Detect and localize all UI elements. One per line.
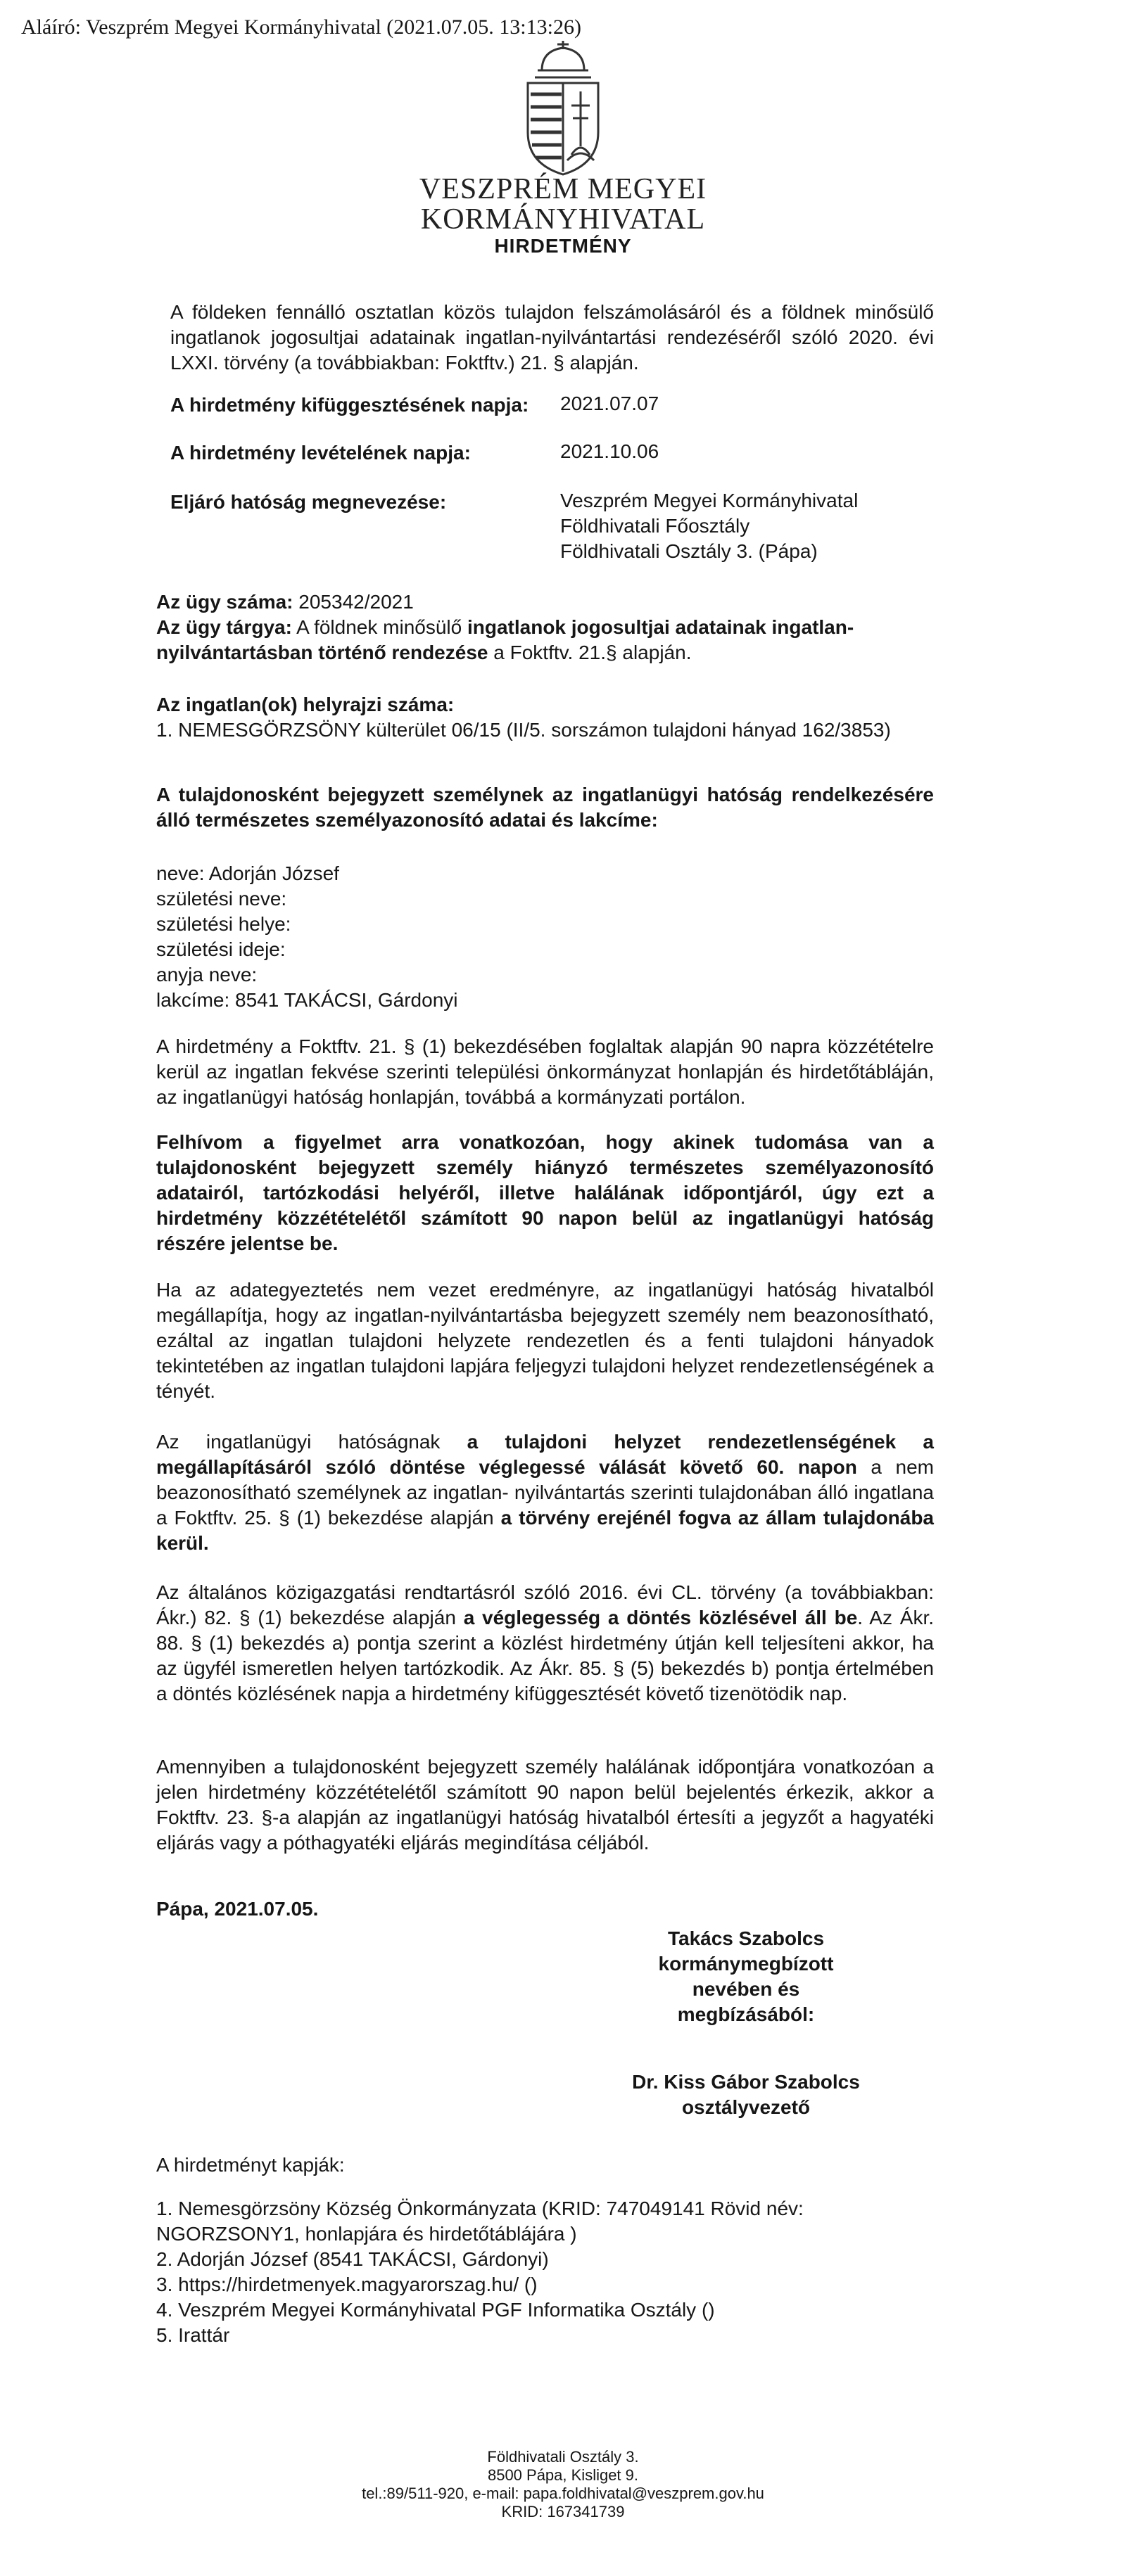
case-block — [156, 589, 930, 665]
akr-text-2: . Az Ákr. 88. § (1) bekezdés a) pontja szerint a közlést hirdetmény útján kell teljesíteni akkor, ha az ügyfél ismeretlen helyen tartózkodik. Az Ákr. 85. § (5) bekezdés b) pontja értelmében a döntés közlésének napja a hirdetmény kifüggesztését követő tizenötödik nap. — [156, 1607, 934, 1704]
state-bold-1: a tulajdoni helyzet rendezetlenségének a megállapításáról szóló döntése véglegessé válását követő 60. napon — [156, 1431, 934, 1478]
owner-data — [156, 861, 790, 1013]
signatory-line: megbízásából: — [677, 2003, 815, 2025]
hungarian-coat-of-arms-icon — [500, 41, 626, 176]
parcel-block — [156, 692, 1001, 743]
signatory-line: kormánymegbízott — [658, 1953, 834, 1975]
case-subject-text: A földnek minősülő — [291, 616, 467, 638]
akr-text-1: Az általános közigazgatási rendtartásról szóló 2016. évi CL. törvény (a továbbiakban: Ákr.) 82. § (1) bekezdése alapján — [156, 1581, 934, 1628]
signatory-name-block — [619, 2070, 873, 2120]
document-title: HIRDETMÉNY — [494, 235, 632, 257]
footer-line: Földhivatali Osztály 3. — [487, 2448, 639, 2466]
death-notice-paragraph: Amennyiben a tulajdonosként bejegyzett személy halálának időpontjára vonatkozóan a jelen hirdetmény közzétételétől számított 90 napon belül bejelentés érkezik, akkor a Foktftv. 23. §-a alapján az ingatlanügyi hatóság hivatalból értesíti a jegyzőt a hagyatéki eljárás vagy a póthagyatéki eljárás megindítása céljából. — [156, 1756, 934, 1854]
recipient-item: 2. Adorján József (8541 TAKÁCSI, Gárdonyi) — [156, 2248, 549, 2270]
digital-signature-line: Aláíró: Veszprém Megyei Kormányhivatal (2021.07.05. 13:13:26) — [21, 15, 581, 39]
signatory-line: Takács Szabolcs — [667, 1927, 825, 1949]
akr-bold: a véglegesség a döntés közlésével áll be — [463, 1607, 858, 1628]
recipient-item: 4. Veszprém Megyei Kormányhivatal PGF Informatika Osztály () — [156, 2299, 715, 2321]
removal-date-label: A hirdetmény levételének napja: — [170, 442, 471, 464]
case-subject — [156, 615, 888, 665]
case-subject-tail: a Foktftv. 21.§ alapján. — [488, 642, 692, 663]
case-subject-bold: ingatlanok jogosultjai adatainak ingatlan-nyilvántartásban történő rendezése — [156, 616, 854, 663]
unsuccessful-paragraph: Ha az adategyeztetés nem vezet eredményre, az ingatlanügyi hatóság hivatalból megállapítja, hogy az ingatlan-nyilvántartásba bejegyzett személy nem beazonosítható, ezáltal az ingatlan tulajdoni helyzete rendezetlen és a fenti tulajdoni hányadok tekintetében az ingatlan tulajdoni lapjára feljegyzi tulajdoni helyzet rendezetlenségének a tényét. — [156, 1279, 934, 1402]
footer-line: 8500 Pápa, Kisliget 9. — [487, 2466, 639, 2484]
recipients-title: A hirdetményt kapják: — [156, 2154, 345, 2176]
signatory-block — [619, 1926, 873, 2027]
state-ownership-paragraph — [156, 1429, 934, 1556]
authority-label: Eljáró hatóság megnevezése: — [170, 491, 447, 513]
footer-line: tel.:89/511-920, e-mail: papa.foldhivatal@veszprem.gov.hu — [362, 2485, 764, 2502]
case-subject-label: Az ügy tárgya: — [156, 616, 292, 638]
state-bold-2: a törvény erejénél fogva az állam tulajdonába kerül. — [156, 1507, 934, 1554]
case-number-label: Az ügy száma: — [156, 591, 293, 613]
case-number — [156, 589, 930, 615]
recipients-list — [156, 2196, 930, 2348]
case-number-value: 205342/2021 — [293, 591, 414, 613]
signatory-name: Dr. Kiss Gábor Szabolcs — [632, 2071, 860, 2093]
signatory-role: osztályvezető — [681, 2096, 811, 2118]
place-and-date: Pápa, 2021.07.05. — [156, 1898, 319, 1920]
signatory-line: nevében és — [692, 1978, 800, 2000]
state-text-2: a nem beazonosítható személynek az ingatlan- nyilvántartás szerinti tulajdonában álló ingatlana a Foktftv. 25. § (1) bekezdése alapján — [156, 1456, 934, 1529]
office-line-1: VESZPRÉM MEGYEI — [419, 173, 707, 205]
authority-value — [560, 488, 858, 564]
owner-field: születési ideje: — [156, 938, 286, 960]
owner-field: neve: Adorján József — [156, 862, 339, 884]
publication-paragraph: A hirdetmény a Foktftv. 21. § (1) bekezdésében foglaltak alapján 90 napra közzétételre kerül az ingatlan fekvése szerinti települési önkormányzat honlapján és hirdetőtábláján, az ingatlanügyi hatóság honlapján, továbbá a kormányzati portálon. — [156, 1035, 934, 1108]
parcel-item: 1. NEMESGÖRZSÖNY külterület 06/15 (II/5. sorszámon tulajdoni hányad 162/3853) — [156, 719, 891, 741]
office-line-2: KORMÁNYHIVATAL — [420, 203, 706, 236]
authority-line: Földhivatali Osztály 3. (Pápa) — [560, 540, 818, 562]
akr-paragraph — [156, 1580, 934, 1707]
owner-field: születési neve: — [156, 888, 287, 910]
recipient-item: 5. Irattár — [156, 2324, 230, 2346]
owner-field: lakcíme: 8541 TAKÁCSI, Gárdonyi — [156, 989, 458, 1011]
owner-field: anyja neve: — [156, 964, 258, 986]
footer-line: KRID: 167341739 — [501, 2503, 625, 2520]
state-text-1: Az ingatlanügyi hatóságnak — [156, 1431, 467, 1453]
parcel-label: Az ingatlan(ok) helyrajzi száma: — [156, 694, 455, 715]
posting-date-value: 2021.07.07 — [560, 393, 659, 414]
recipient-item: 3. https://hirdetmenyek.magyarorszag.hu/ () — [156, 2274, 538, 2295]
owner-field: születési helye: — [156, 913, 291, 935]
attention-paragraph: Felhívom a figyelmet arra vonatkozóan, hogy akinek tudomása van a tulajdonosként bejegyzett személy hiányzó természetes személyazonosító adatairól, tartózkodási helyéről, illetve halálának időpontjáról, úgy ezt a hirdetmény közzétételétől számított 90 napon belül az ingatlanügyi hatóság részére jelentse be. — [156, 1131, 934, 1254]
footer-address — [352, 2448, 774, 2521]
authority-line: Veszprém Megyei Kormányhivatal — [560, 490, 859, 511]
removal-date-value: 2021.10.06 — [560, 440, 659, 462]
intro-paragraph: A földeken fennálló osztatlan közös tulajdon felszámolásáról és a földnek minősülő ingatlanok jogosultjai adatainak ingatlan-nyilvántartási rendezéséről szóló 2020. évi LXXI. törvény (a továbbiakban: Foktftv.) 21. § alapján. — [170, 301, 934, 374]
posting-date-label: A hirdetmény kifüggesztésének napja: — [170, 394, 529, 416]
recipient-item: NGORZSONY1, honlapjára és hirdetőtáblájára ) — [156, 2223, 577, 2245]
authority-line: Földhivatali Főosztály — [560, 515, 750, 537]
office-name — [352, 174, 774, 235]
owner-heading: A tulajdonosként bejegyzett személynek az ingatlanügyi hatóság rendelkezésére álló természetes személyazonosító adatai és lakcíme: — [156, 784, 934, 831]
recipient-item: 1. Nemesgörzsöny Község Önkormányzata (KRID: 747049141 Rövid név: — [156, 2198, 804, 2219]
